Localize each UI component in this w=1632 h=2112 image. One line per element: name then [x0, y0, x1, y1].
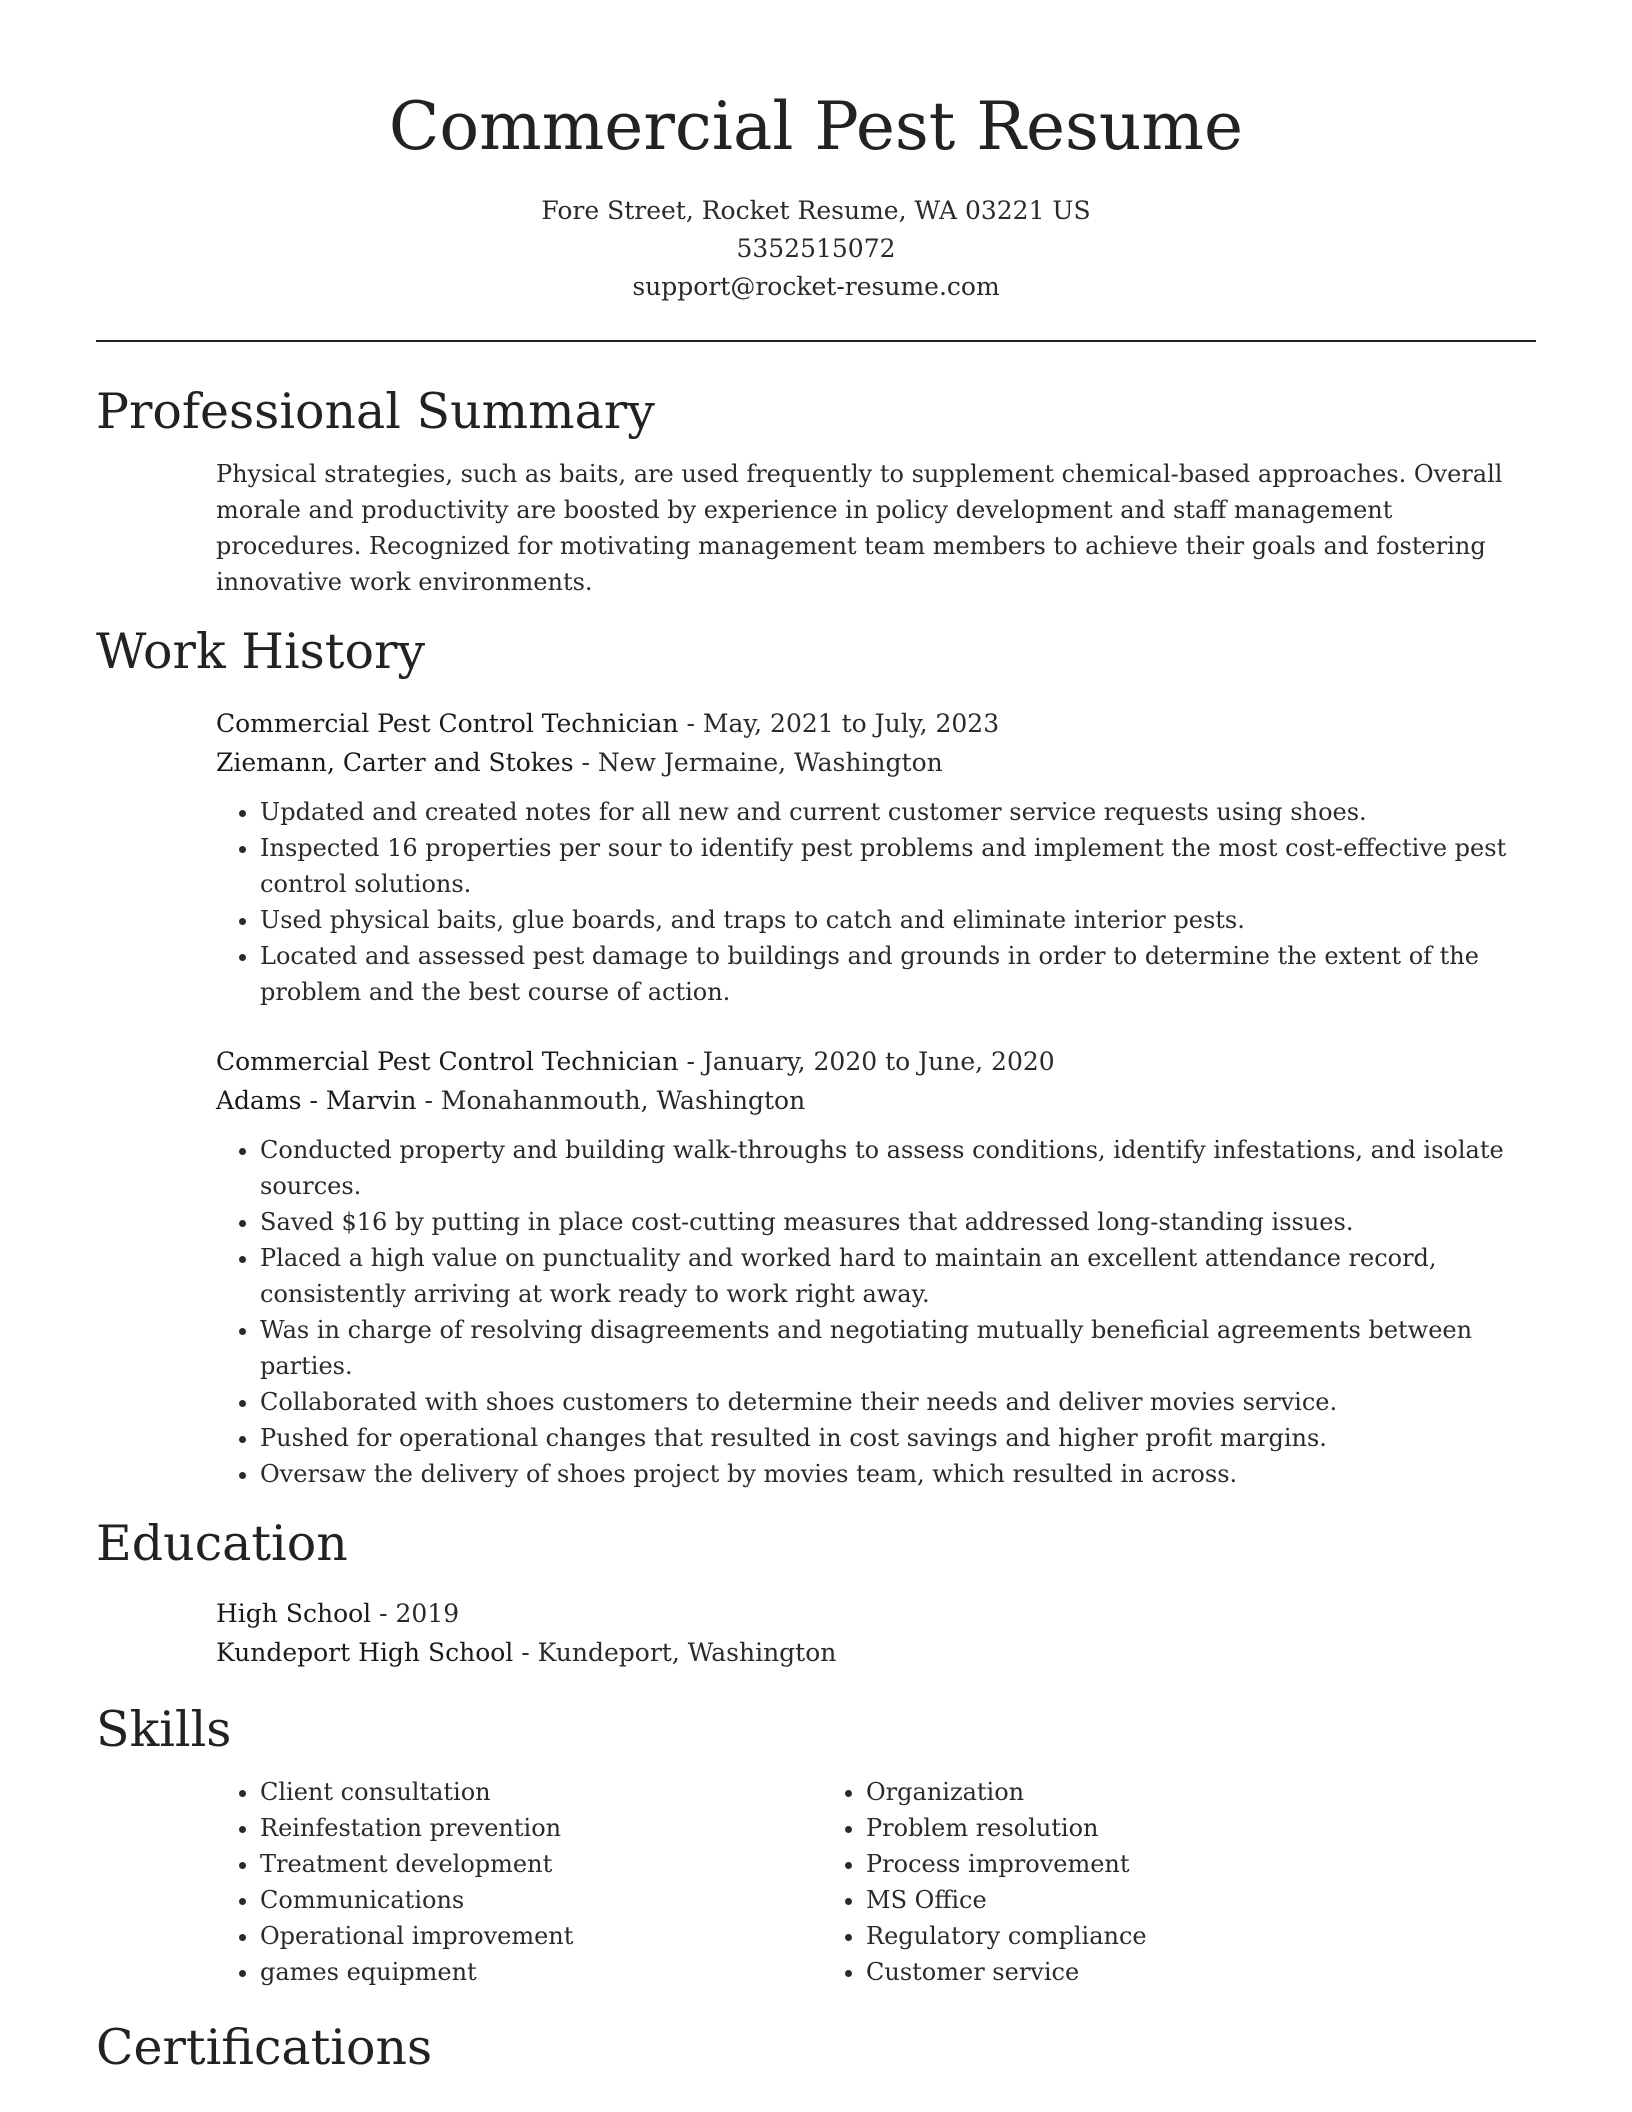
job-entry [216, 704, 1536, 1010]
contact-address: Fore Street, Rocket Resume, WA 03221 US [541, 196, 1091, 225]
job-bullet: • Collaborated with shoes customers to determine their needs and deliver movies service. [260, 1384, 1536, 1420]
contact-phone: 5352515072 [736, 234, 896, 263]
education-location: - Kundeport, Washington [513, 1638, 837, 1667]
skill-item: • Communications [260, 1882, 822, 1918]
education-degree-line [216, 1594, 1536, 1633]
resume-title: Commercial Pest Resume [388, 88, 1244, 165]
job-dates: - January, 2020 to June, 2020 [678, 1047, 1055, 1076]
skill-item: • Organization [866, 1774, 1428, 1810]
contact-block [96, 192, 1536, 306]
job-bullets [216, 1132, 1536, 1492]
job-bullets [216, 794, 1536, 1010]
job-entry [216, 1042, 1536, 1492]
job-dates: - May, 2021 to July, 2023 [678, 709, 1000, 738]
job-location: - Monahanmouth, Washington [416, 1086, 806, 1115]
education-school: Kundeport High School [216, 1638, 514, 1667]
summary-heading: Professional Summary [96, 383, 655, 440]
job-company-line [216, 743, 1536, 782]
job-bullet: • Was in charge of resolving disagreements and negotiating mutually beneficial agreements between parties. [260, 1312, 1536, 1384]
job-location: - New Jermaine, Washington [573, 748, 943, 777]
job-bullet: • Saved $16 by putting in place cost-cutting measures that addressed long-standing issues. [260, 1204, 1536, 1240]
skill-item: • Customer service [866, 1954, 1428, 1990]
education-heading: Education [96, 1515, 348, 1572]
contact-email: support@rocket-resume.com [632, 272, 1000, 301]
job-bullet: • Pushed for operational changes that resulted in cost savings and higher profit margins. [260, 1420, 1536, 1456]
job-title-line [216, 704, 1536, 743]
job-bullet: • Used physical baits, glue boards, and traps to catch and eliminate interior pests. [260, 902, 1536, 938]
education-year: - 2019 [371, 1599, 460, 1628]
skill-item: • Treatment development [260, 1846, 822, 1882]
job-bullet: • Conducted property and building walk-throughs to assess conditions, identify infestations, and isolate sources. [260, 1132, 1536, 1204]
summary-text: Physical strategies, such as baits, are used frequently to supplement chemical-based approaches. Overall morale and productivity are boosted by experience in policy development and staff management procedures. Recognized for motivating management team members to achieve their goals and fostering innovative work environments. [216, 460, 1503, 596]
skills-grid [216, 1774, 1536, 1990]
education-school-line [216, 1633, 1536, 1672]
education-degree: High School [216, 1599, 372, 1628]
skill-item: • Process improvement [866, 1846, 1428, 1882]
job-bullet: • Inspected 16 properties per sour to identify pest problems and implement the most cost-effective pest control solutions. [260, 830, 1536, 902]
job-title-line [216, 1042, 1536, 1081]
skill-item: • Reinfestation prevention [260, 1810, 822, 1846]
education-entry [216, 1594, 1536, 1672]
skill-item: • games equipment [260, 1954, 822, 1990]
skills-heading: Skills [96, 1701, 232, 1758]
skills-column-right [822, 1774, 1428, 1990]
certifications-heading: Certifications [96, 2019, 433, 2076]
job-bullet: • Oversaw the delivery of shoes project by movies team, which resulted in across. [260, 1456, 1536, 1492]
skills-column-left [216, 1774, 822, 1990]
skill-item: • Problem resolution [866, 1810, 1428, 1846]
skill-item: • MS Office [866, 1882, 1428, 1918]
header-divider [96, 340, 1536, 342]
job-role: Commercial Pest Control Technician [216, 1047, 679, 1076]
job-company-line [216, 1081, 1536, 1120]
job-bullet: • Updated and created notes for all new and current customer service requests using shoes. [260, 794, 1536, 830]
skill-item: • Operational improvement [260, 1918, 822, 1954]
skill-item: • Regulatory compliance [866, 1918, 1428, 1954]
job-company: Adams - Marvin [216, 1086, 417, 1115]
job-bullet: • Located and assessed pest damage to buildings and grounds in order to determine the extent of the problem and the best course of action. [260, 938, 1536, 1010]
skill-item: • Client consultation [260, 1774, 822, 1810]
job-bullet: • Placed a high value on punctuality and worked hard to maintain an excellent attendance record, consistently arriving at work ready to work right away. [260, 1240, 1536, 1312]
work-history-heading: Work History [96, 623, 426, 680]
resume-page [96, 0, 1536, 2078]
job-role: Commercial Pest Control Technician [216, 709, 679, 738]
job-company: Ziemann, Carter and Stokes [216, 748, 574, 777]
